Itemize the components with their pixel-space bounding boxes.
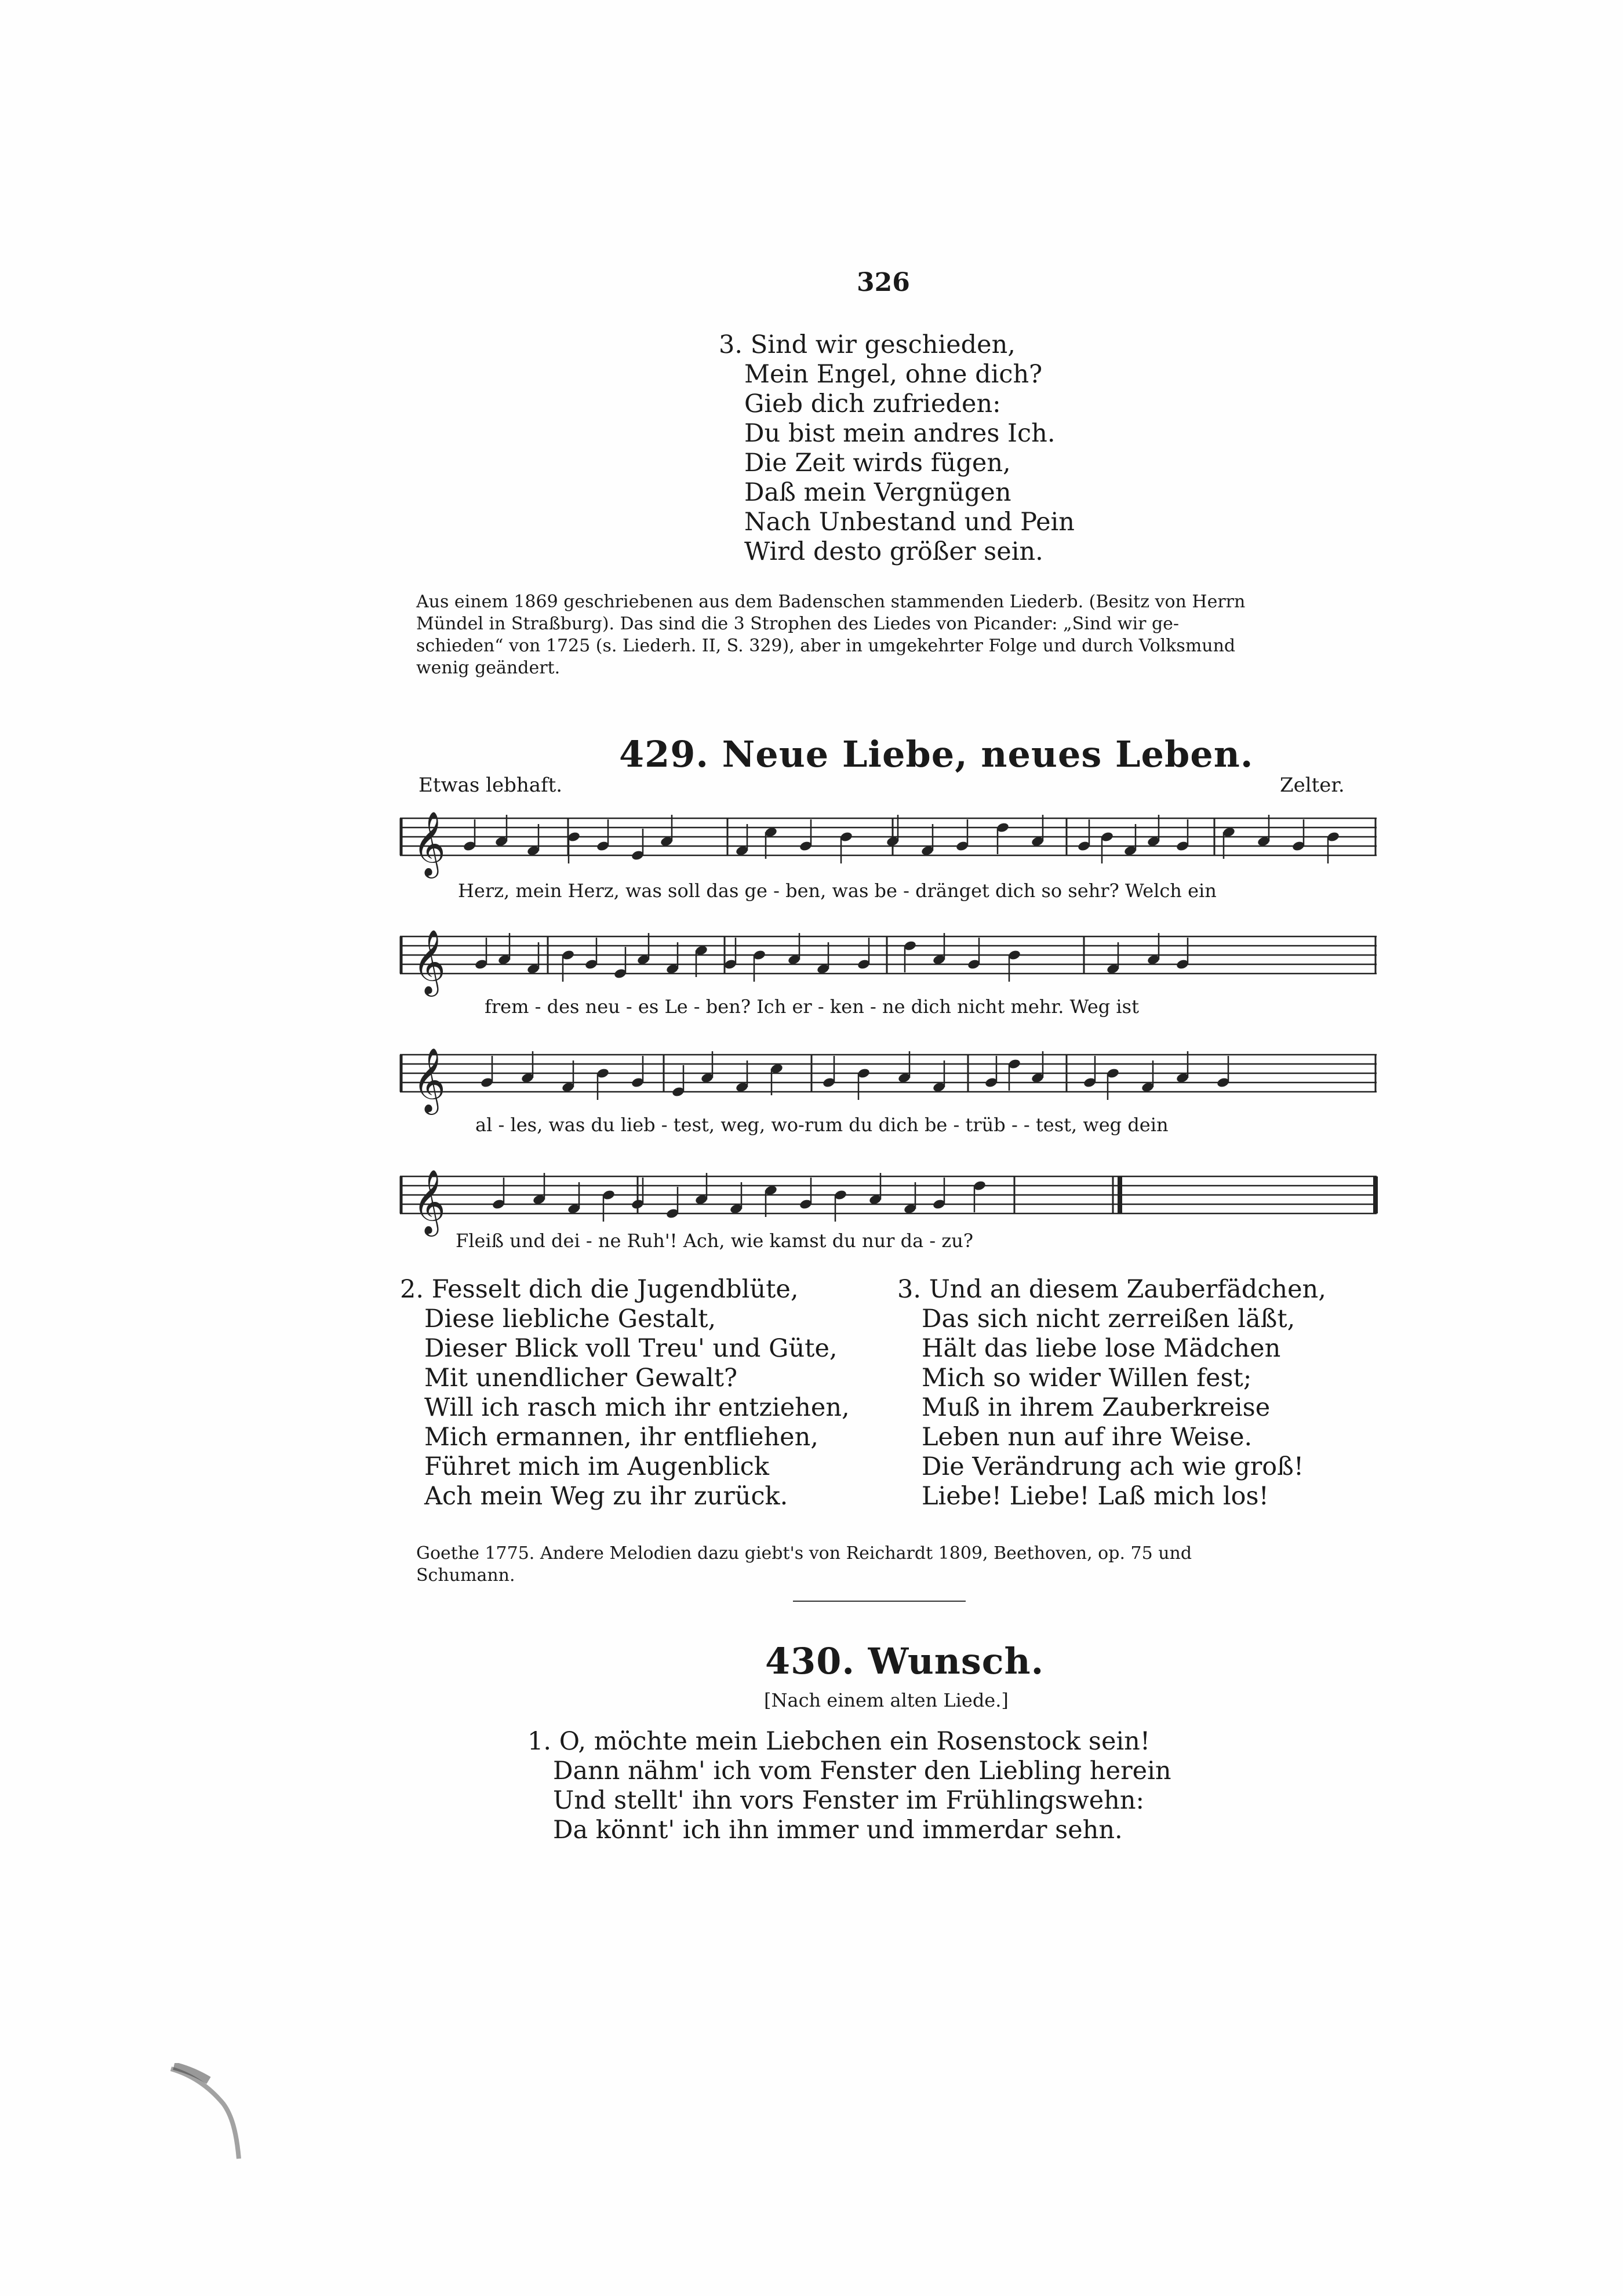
source-note xyxy=(416,591,1378,679)
song-subtitle: [Nach einem alten Liede.] xyxy=(764,1689,1009,1711)
treble-clef-icon: 𝄞 xyxy=(413,811,446,876)
page-number: 326 xyxy=(857,268,910,297)
stanza-3-top xyxy=(719,330,1075,567)
verse-line: Das sich nicht zerreißen läßt, xyxy=(922,1304,1296,1333)
lyric-line: al - les, was du lieb - test, weg, wo-rum du dich be - trüb - - test, weg dein xyxy=(475,1114,1169,1136)
verse-line: Die Verändrung ach wie groß! xyxy=(922,1452,1304,1481)
verse-line: Da könnt' ich ihn immer und immerdar sehn. xyxy=(553,1816,1123,1845)
verse-line: Mich so wider Willen fest; xyxy=(922,1364,1252,1393)
note-line: Goethe 1775. Andere Melodien dazu giebt's von Reichardt 1809, Beethoven, op. 75 und xyxy=(416,1543,1192,1564)
note-line: Mündel in Straßburg). Das sind die 3 Strophen des Liedes von Picander: „Sind wir ge- xyxy=(416,614,1180,634)
lyric-line: Herz, mein Herz, was soll das ge - ben, was be - dränget dich so sehr? Welch ein xyxy=(458,880,1217,902)
verse-line: 1. O, möchte mein Liebchen ein Rosenstock sein! xyxy=(527,1727,1151,1756)
verse-line: Gieb dich zufrieden: xyxy=(744,389,1001,418)
verse-line: Ach mein Weg zu ihr zurück. xyxy=(424,1482,788,1511)
verse-line: Dann nähm' ich vom Fenster den Liebling herein xyxy=(553,1756,1171,1785)
scan-smudge xyxy=(168,2063,249,2162)
verse-line: Will ich rasch mich ihr entziehen, xyxy=(424,1393,850,1422)
tempo-marking: Etwas lebhaft. xyxy=(419,774,563,797)
verse-line: Hält das liebe lose Mädchen xyxy=(922,1334,1281,1363)
note-line: schieden“ von 1725 (s. Liederh. II, S. 329), aber in umgekehrter Folge und durch Volksmund xyxy=(416,636,1236,656)
stanza-3 xyxy=(897,1275,1326,1511)
verse-line: Die Zeit wirds fügen, xyxy=(744,449,1011,478)
verse-line: Daß mein Vergnügen xyxy=(744,478,1011,507)
note-line: Aus einem 1869 geschriebenen aus dem Badenschen stammenden Liederb. (Besitz von Herrn xyxy=(416,592,1246,612)
note-line: wenig geändert. xyxy=(416,658,561,678)
treble-clef-icon: 𝄞 xyxy=(413,1047,446,1112)
music-staff-3 xyxy=(400,1043,1377,1112)
song-title: 429. Neue Liebe, neues Leben. xyxy=(619,733,1254,775)
song-title: 430. Wunsch. xyxy=(765,1640,1045,1682)
verse-line: 2. Fesselt dich die Jugendblüte, xyxy=(400,1275,799,1304)
verse-line: Liebe! Liebe! Laß mich los! xyxy=(922,1482,1269,1511)
verse-line: Mein Engel, ohne dich? xyxy=(744,360,1043,389)
music-staff-1 xyxy=(400,807,1377,876)
stanza-2 xyxy=(400,1275,850,1511)
verse-line: Muß in ihrem Zauberkreise xyxy=(922,1393,1271,1422)
verse-line: Wird desto größer sein. xyxy=(744,537,1043,566)
composer-name: Zelter. xyxy=(1280,774,1345,797)
stanza-1 xyxy=(527,1727,1171,1845)
verse-line: Und stellt' ihn vors Fenster im Frühlingswehn: xyxy=(553,1786,1145,1815)
verse-line: Führet mich im Augenblick xyxy=(424,1452,769,1481)
treble-clef-icon: 𝄞 xyxy=(413,1169,446,1234)
treble-clef-icon: 𝄞 xyxy=(413,929,446,994)
verse-line: Leben nun auf ihre Weise. xyxy=(922,1423,1253,1452)
note-line: Schumann. xyxy=(416,1565,515,1586)
music-staff-2 xyxy=(400,925,1377,994)
verse-line: 3. Sind wir geschieden, xyxy=(719,330,1016,359)
verse-line: Diese liebliche Gestalt, xyxy=(424,1304,716,1333)
music-staff-4 xyxy=(400,1165,1377,1234)
song-note xyxy=(416,1543,1378,1587)
verse-line: 3. Und an diesem Zauberfädchen, xyxy=(897,1275,1326,1304)
lyric-line: frem - des neu - es Le - ben? Ich er - ken - ne dich nicht mehr. Weg ist xyxy=(485,996,1139,1018)
section-divider xyxy=(793,1601,966,1602)
verse-line: Mit unendlicher Gewalt? xyxy=(424,1364,738,1393)
lyric-line: Fleiß und dei - ne Ruh'! Ach, wie kamst du nur da - zu? xyxy=(456,1230,973,1252)
verse-line: Mich ermannen, ihr entfliehen, xyxy=(424,1423,818,1452)
verse-line: Du bist mein andres Ich. xyxy=(744,419,1056,448)
verse-line: Dieser Blick voll Treu' und Güte, xyxy=(424,1334,838,1363)
verse-line: Nach Unbestand und Pein xyxy=(744,508,1075,537)
